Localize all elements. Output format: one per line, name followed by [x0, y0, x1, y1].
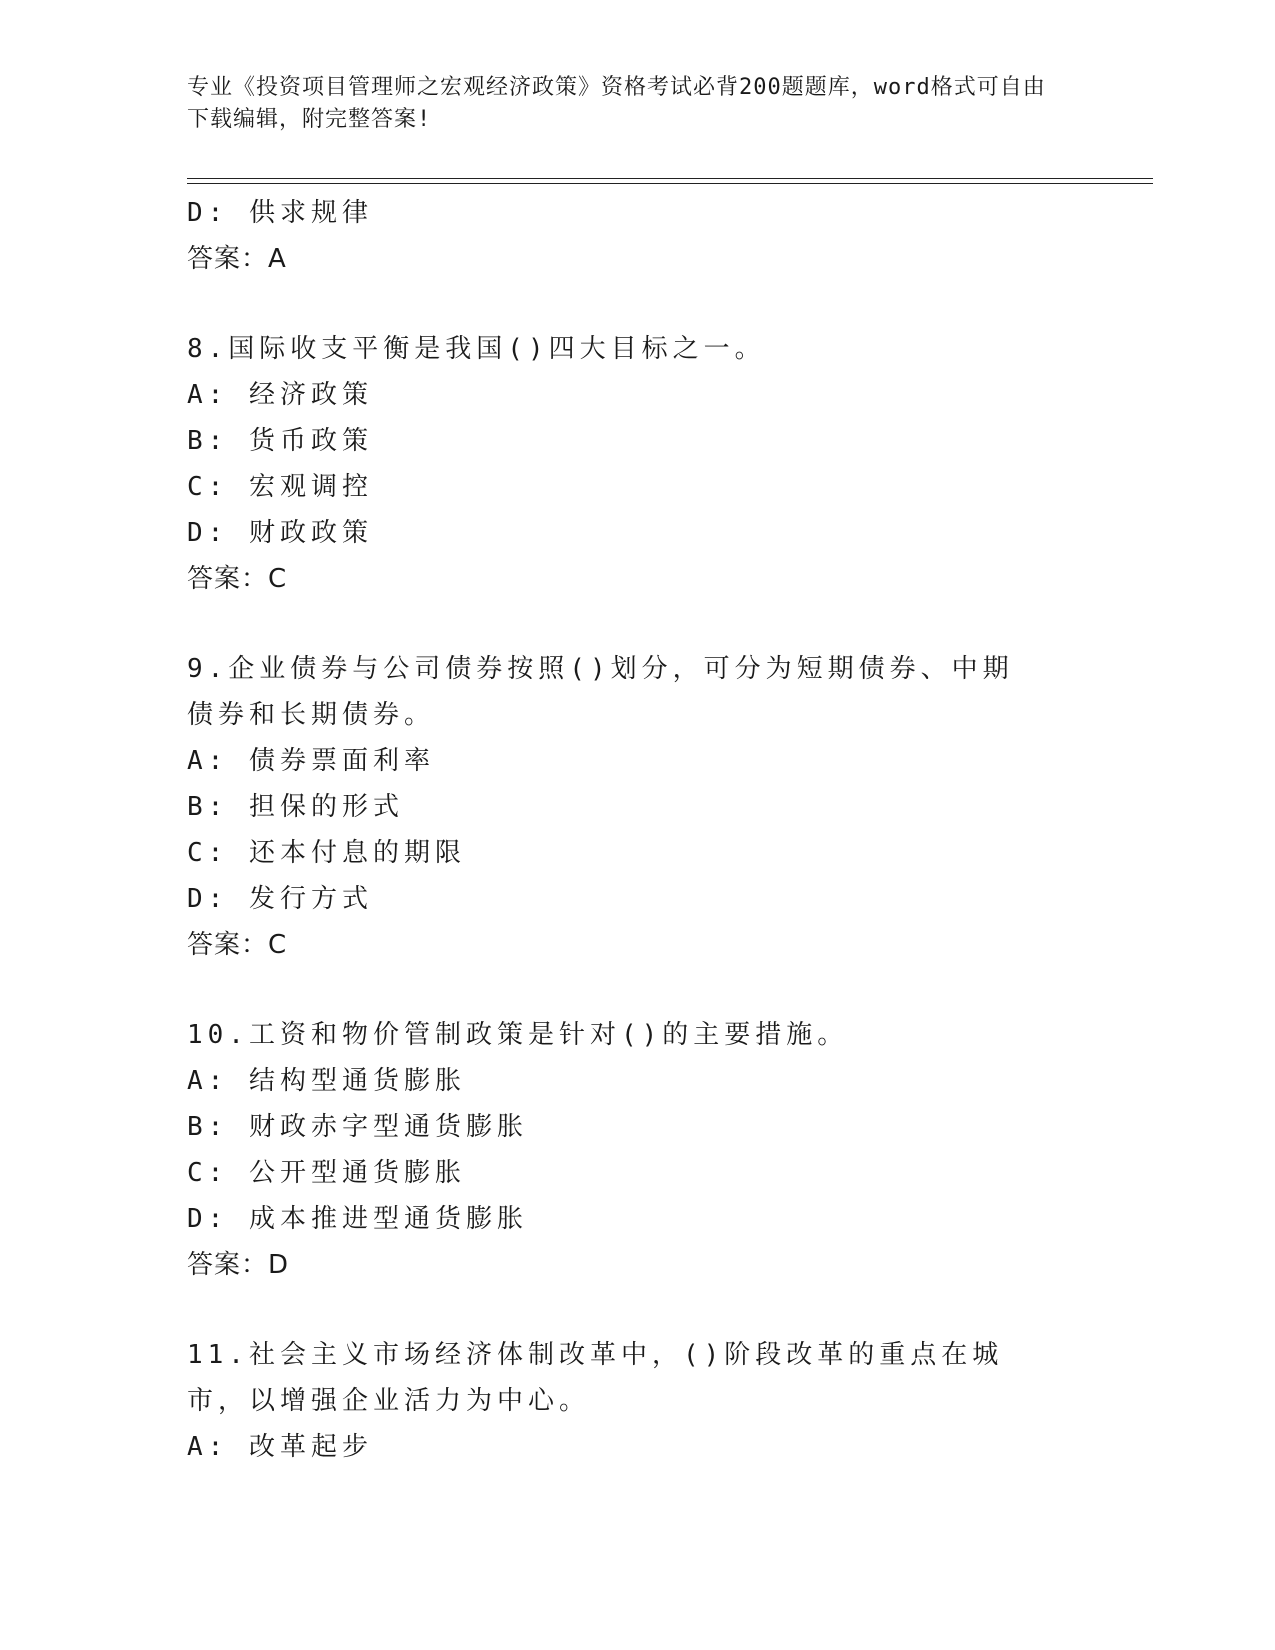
question-11: [187, 1332, 1087, 1470]
option-c: C: 公开型通货膨胀: [187, 1158, 466, 1188]
question-8: [187, 326, 1087, 602]
option-d: D: 财政政策: [187, 518, 373, 548]
option-a: A: 债券票面利率: [187, 746, 435, 776]
previous-question-tail: [187, 190, 1087, 282]
option-a: A: 经济政策: [187, 380, 373, 410]
option-d: D: 供求规律: [187, 198, 373, 228]
option-c: C: 还本付息的期限: [187, 838, 466, 868]
option-b: B: 担保的形式: [187, 792, 404, 822]
question-text: 10.工资和物价管制政策是针对()的主要措施。: [187, 1020, 849, 1050]
question-text: 8.国际收支平衡是我国()四大目标之一。: [187, 334, 766, 364]
question-9: [187, 646, 1087, 968]
answer-line: 答案：D: [187, 1250, 290, 1280]
question-text: 9.企业债券与公司债券按照()划分，可分为短期债券、中期债券和长期债券。: [187, 654, 1014, 730]
option-c: C: 宏观调控: [187, 472, 373, 502]
option-b: B: 财政赤字型通货膨胀: [187, 1112, 528, 1142]
option-b: B: 货币政策: [187, 426, 373, 456]
option-a: A: 结构型通货膨胀: [187, 1066, 466, 1096]
question-list: [187, 190, 1087, 1470]
header-divider-bottom: [187, 183, 1153, 184]
header-title: 专业《投资项目管理师之宏观经济政策》资格考试必背200题题库，word格式可自由下载编辑，附完整答案!: [187, 75, 1046, 132]
question-10: [187, 1012, 1087, 1288]
option-d: D: 发行方式: [187, 884, 373, 914]
answer-line: 答案：C: [187, 564, 288, 594]
header-divider-top: [187, 178, 1153, 179]
document-header: [187, 72, 1067, 136]
option-d: D: 成本推进型通货膨胀: [187, 1204, 528, 1234]
option-a: A: 改革起步: [187, 1432, 373, 1462]
answer-line: 答案：C: [187, 930, 288, 960]
answer-line: 答案：A: [187, 244, 287, 274]
question-text: 11.社会主义市场经济体制改革中，()阶段改革的重点在城市，以增强企业活力为中心。: [187, 1340, 1004, 1416]
